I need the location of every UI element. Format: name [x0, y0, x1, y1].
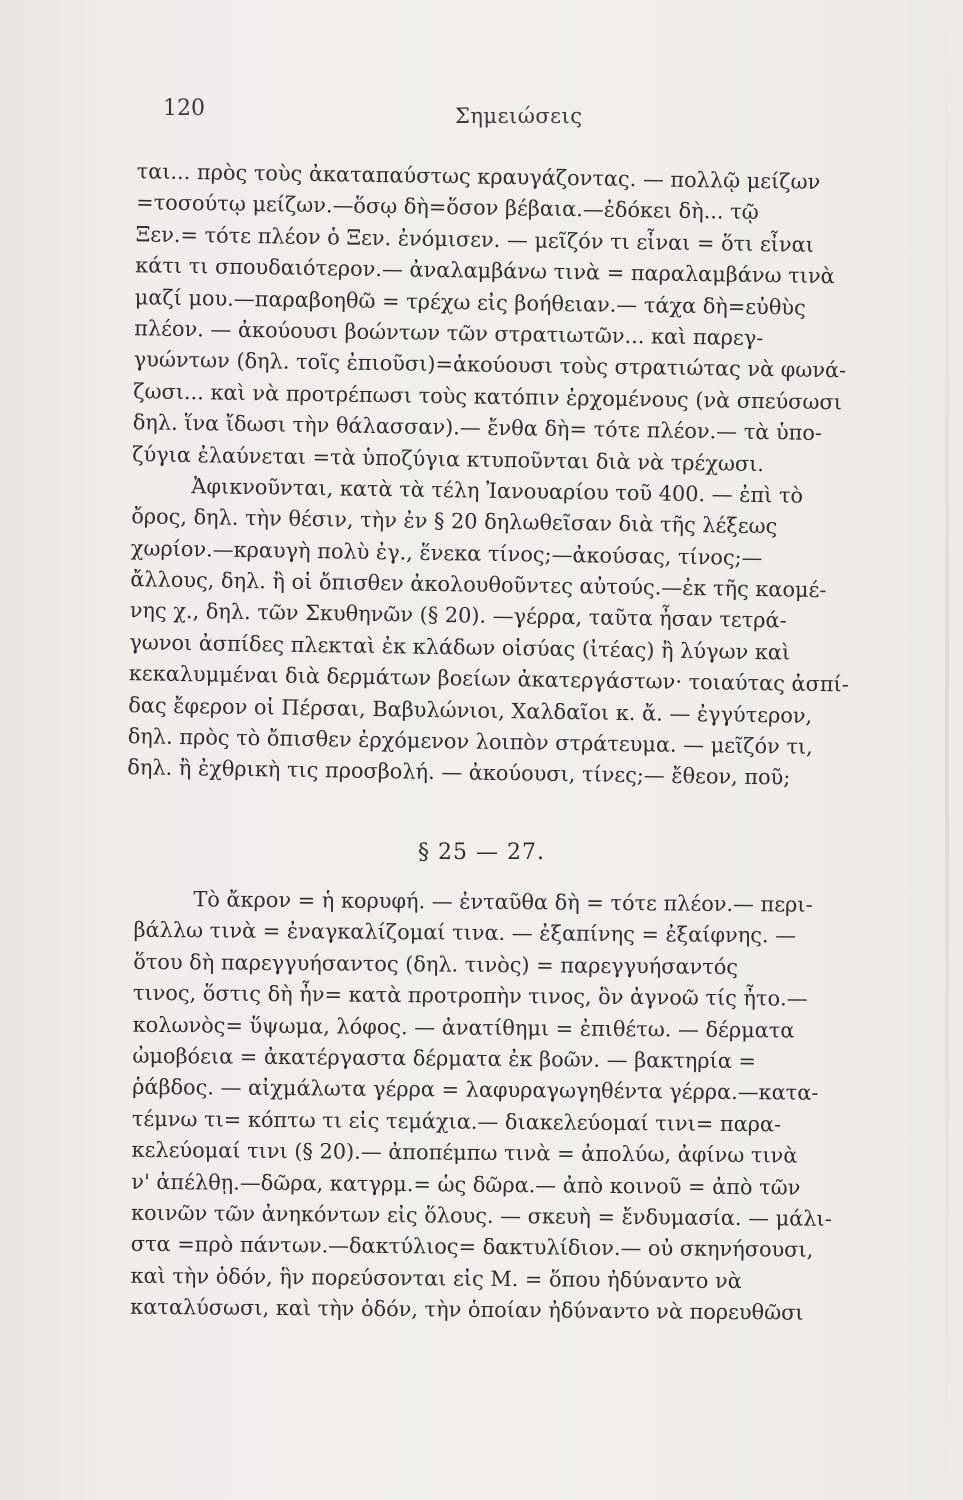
- text-line: δηλ. πρὸς τὸ ὄπισθεν ἐρχόμενον λοιπὸν στράτευμα. — μεῖζόν τι,: [127, 724, 813, 759]
- text-line: ῥάβδος. — αἰχμάλωτα γέρρα = λαφυραγωγηθέντα γέρρα.—κατα-: [132, 1075, 819, 1106]
- text-line: χωρίον.—κραυγὴ πολὺ ἐγ., ἕνεκα τίνος;—ἀκούσας, τίνος;—: [130, 535, 763, 570]
- text-line: δηλ. ἢ ἐχθρικὴ τις προσβολή. — ἀκούουσι, τίνες;— ἔθεον, ποῦ;: [127, 755, 791, 790]
- text-line: κοινῶν τῶν ἀνηκόντων εἰς ὅλους. — σκευὴ = ἔνδυμασία. — μάλι-: [130, 1200, 832, 1231]
- text-line: στα =πρὸ πάντων.—δακτύλιος= δακτυλίδιον.— οὐ σκηνήσουσι,: [130, 1232, 814, 1263]
- text-line: γυώντων (δηλ. τοῖς ἐπιοῦσι)=ἀκούουσι τοὺς στρατιώτας νὰ φωνά-: [133, 347, 847, 383]
- text-line: τέμνω τι= κόπτω τι εἰς τεμάχια.— διακελεύομαί τινι= παρα-: [131, 1106, 782, 1137]
- page-edge-shadow: [945, 0, 949, 1500]
- text-line: βάλλω τινὰ = ἐναγκαλίζομαί τινα. — ἐξαπίνης = ἐξαίφνης. —: [133, 918, 797, 948]
- text-line: καταλύσωσι, καὶ τὴν ὁδόν, τὴν ὁποίαν ἠδύναντο νὰ πορευθῶσι: [130, 1294, 804, 1325]
- text-line: ἄλλους, δηλ. ἢ οἱ ὄπισθεν ἀκολουθοῦντες αὐτούς.—ἐκ τῆς καομέ-: [130, 567, 827, 603]
- text-line: πλέον. — ἀκούουσι βοώντων τῶν στρατιωτῶν... καὶ παρεγ-: [134, 316, 764, 351]
- text-line: Ξεν.= τότε πλέον ὁ Ξεν. ἐνόμισεν. — μεῖζόν τι εἶναι = ὅτι εἶναι: [135, 222, 815, 257]
- notes-text-upper: [127, 156, 877, 795]
- section-heading: § 25 — 27.: [418, 840, 545, 865]
- text-line: καὶ τὴν ὁδόν, ἣν πορεύσονται εἰς Μ. = ὅπου ἠδύναντο νὰ: [130, 1263, 742, 1293]
- text-line: κάτι τι σπουδαιότερον.— ἀναλαμβάνω τινὰ = παραλαμβάνω τινὰ: [135, 253, 835, 289]
- text-line: Ἀφικνοῦνται, κατὰ τὰ τέλη Ἰανουαρίου τοῦ 400. — ἐπὶ τὸ: [191, 474, 804, 508]
- notes-text-lower: [130, 884, 874, 1330]
- page-number: 120: [163, 96, 205, 121]
- text-line: κολωνὸς= ὕψωμα, λόφος. — ἀνατίθημι = ἐπιθέτω. — δέρματα: [132, 1012, 795, 1043]
- text-line: δηλ. ἵνα ἴδωσι τὴν θάλασσαν).— ἔνθα δὴ= τότε πλέον.— τὰ ὑπο-: [132, 410, 823, 446]
- text-line: κελεύομαί τινι (§ 20).— ἀποπέμπω τινὰ = ἀπολύω, ἀφίνω τινὰ: [131, 1137, 798, 1168]
- running-head: Σημειώσεις: [455, 104, 583, 128]
- text-line: ὄρος, δηλ. τὴν θέσιν, τὴν ἐν § 20 δηλωθεῖσαν διὰ τῆς λέξεως: [131, 504, 778, 539]
- text-line: γωνοι ἀσπίδες πλεκταὶ ἐκ κλάδων οἰσύας (ἰτέας) ἢ λύγων καὶ: [129, 630, 791, 665]
- text-line: κεκαλυμμέναι διὰ δερμάτων βοείων ἀκατεργάστων· τοιαύτας ἀσπί-: [128, 661, 849, 697]
- page-header: [0, 96, 963, 136]
- text-line: νης χ., δηλ. τῶν Σκυθηνῶν (§ 20). —γέρρα, ταῦτα ἦσαν τετρά-: [129, 598, 787, 633]
- text-line: =τοσούτῳ μείζων.—ὅσῳ δὴ=ὅσον βέβαια.—ἐδόκει δὴ... τῷ: [136, 190, 759, 225]
- text-line: ν' ἀπέλθῃ.—δῶρα, κατγρμ.= ὡς δῶρα.— ἀπὸ κοινοῦ = ἀπὸ τῶν: [131, 1169, 801, 1200]
- text-line: ζωσι... καὶ νὰ προτρέπωσι τοὺς κατόπιν ἐρχομένους (νὰ σπεύσωσι: [133, 378, 843, 415]
- text-line: ται... πρὸς τοὺς ἀκαταπαύστως κραυγάζοντας. — πολλῷ μείζων: [136, 159, 821, 194]
- text-line: Τὸ ἄκρον = ἡ κορυφή. — ἐνταῦθα δὴ = τότε πλέον.— περι-: [193, 887, 813, 917]
- text-line: μαζί μου.—παραβοηθῶ = τρέχω εἰς βοήθειαν.— τάχα δὴ=εὐθὺς: [134, 284, 806, 320]
- text-line: ὅτου δὴ παρεγγυήσαντος (δηλ. τινὸς) = παρεγγυήσαντός: [133, 949, 739, 979]
- text-line: δας ἔφερον οἱ Πέρσαι, Βαβυλώνιοι, Χαλδαῖοι κ. ἄ. — ἐγγύτερον,: [128, 692, 813, 728]
- text-line: ὠμοβόεια = ἀκατέργαστα δέρματα ἐκ βοῶν. — βακτηρία =: [132, 1043, 757, 1074]
- text-line: ζύγια ἐλαύνεται =τὰ ὑποζύγια κτυποῦνται διὰ νὰ τρέχωσι.: [132, 441, 765, 476]
- text-line: τινος, ὅστις δὴ ἦν= κατὰ προτροπὴν τινος, ὃν ἀγνοῶ τίς ἦτο.—: [132, 980, 808, 1011]
